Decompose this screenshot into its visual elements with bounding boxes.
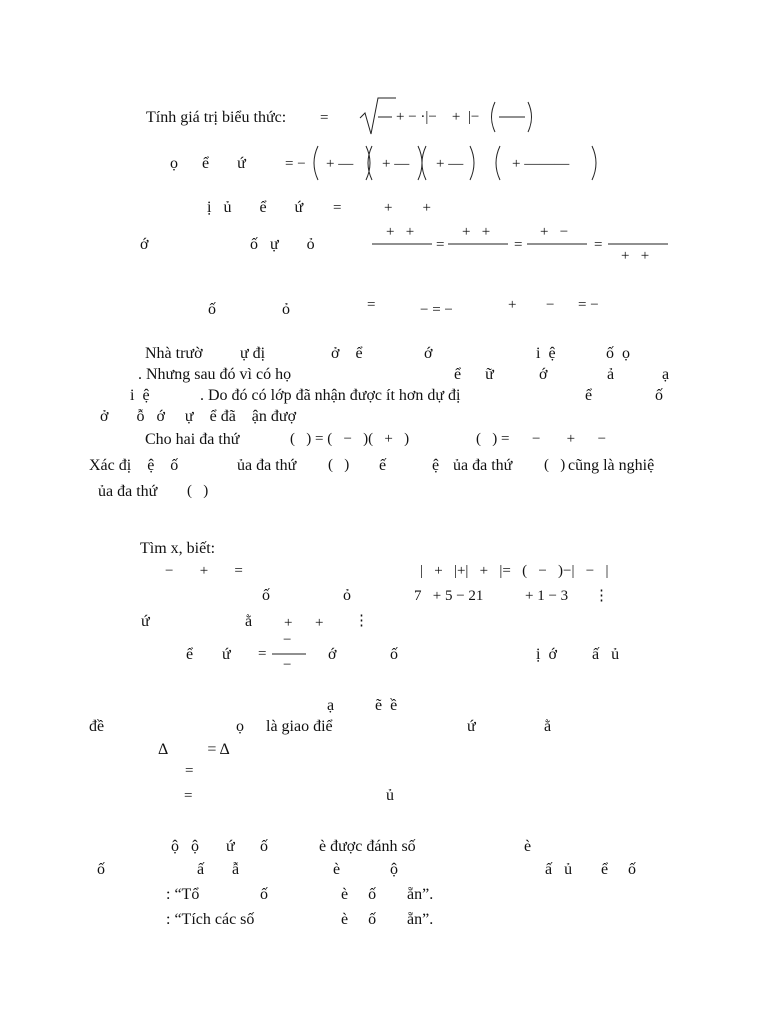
text-fragment: ứ [141,613,150,630]
equals-sign: = [184,788,193,804]
text-fragment: è ố [341,911,377,928]
text-fragment: ọ ể ứ [170,155,246,172]
text-fragment: ẫ [232,861,240,878]
factor-2: + — [382,156,410,172]
text-fragment: è ố [341,886,377,903]
text-fragment: ỏ [282,301,290,318]
event-b-label: : “Tích các số [166,911,255,928]
denominator: + + [621,248,650,264]
text-fragment: ở ể [331,345,363,362]
text-fragment: è được đánh số [319,838,416,855]
text-fragment: ể [601,861,609,878]
expression-fragment: + + [284,615,324,631]
text-fragment: ẵn”. [407,886,434,903]
text-fragment: cũng là nghiệ [568,457,655,474]
text-fragment: ỏ [343,587,351,604]
triangle-relation: Δ = Δ [158,741,230,758]
text-fragment: ố [260,886,268,903]
text-fragment: Xác đị ệ ố [89,457,179,474]
equals-sign: = [594,237,603,253]
numerator-2: + + [462,224,491,240]
text-fragment: Cho hai đa thứ [145,431,240,448]
divides-symbol: ⋮ [594,588,609,604]
expression-fragment: = − [578,297,599,313]
expression-fragment: − = − [420,302,453,318]
factor-3: + — [436,156,464,172]
text-fragment: ố [260,838,268,855]
text-fragment: ớ [328,646,337,663]
expression-fragment: + + [384,200,431,216]
text-fragment: ố [628,861,636,878]
text-fragment: ằ [245,613,253,630]
text-fragment: ả [607,366,615,383]
text-fragment: è [524,838,532,855]
equals-sign: = [258,646,267,662]
text-fragment: è [333,861,341,878]
text-fragment: . Nhưng sau đó vì có họ [138,366,292,383]
text-fragment: ạ [327,697,335,714]
text-fragment: ộ [390,861,398,878]
equals-sign: = [367,297,376,313]
equals-sign: = [320,110,329,126]
equation-b: | + |+| + |= ( − )−| − | [420,563,609,579]
text-fragment: ự đị [240,345,266,362]
text-fragment: ọ [236,718,244,735]
equals-sign: = [333,200,342,216]
expression-fragment: 7 + 5 − 21 [414,588,484,604]
text-fragment: Nhà trườ [145,345,203,362]
equation-a: − + = [165,563,243,579]
sqrt-symbol [360,98,396,134]
text-fragment: i ệ [130,387,150,404]
text-fragment: là giao điể [266,718,333,735]
text-fragment: ấ ủ [592,646,620,663]
text-fragment: ố [655,387,663,404]
text-fragment: ằ [544,718,552,735]
text-fragment: ủa đa thứ [453,457,513,474]
equals-sign: = [436,237,445,253]
text-fragment: ủa đa thứ [237,457,297,474]
calc-instruction: Tính giá trị biểu thức: [146,109,287,126]
text-fragment: i ệ [536,345,556,362]
numerator-3: + − [540,224,569,240]
text-fragment: ạ [662,366,670,383]
numerator-1: + + [386,224,415,240]
text-fragment: ố ự ỏ [250,236,315,253]
text-fragment: ở ỗ ớ ự ể đã ận đượ [100,408,297,425]
text-fragment: ấ ủ [545,861,573,878]
text-fragment: ( ) [328,457,350,473]
text-fragment: ệ [432,457,440,474]
text-fragment: ớ [424,345,433,362]
factor-1: + — [326,156,354,172]
text-fragment: ủ [386,787,394,804]
text-fragment: ớ [140,236,149,253]
event-a-label: : “Tổ [166,886,200,903]
text-fragment: ớ [539,366,548,383]
text-fragment: ế [379,457,387,474]
text-fragment: ố ọ [606,345,630,362]
text-fragment: ố [262,587,270,604]
minus-sign: − [283,657,292,673]
text-fragment: đề [89,718,105,735]
text-fragment: ộ ộ [171,838,199,855]
text-fragment: ể ữ [454,366,494,383]
text-fragment: ứ [222,646,231,663]
text-fragment: ố [97,861,105,878]
minus-sign: − [283,632,292,648]
divides-symbol: ⋮ [354,613,369,629]
text-fragment: ( ) [544,457,566,473]
equals-sign: = [185,763,194,779]
polynomial-expr: ( ) = − + − [476,431,607,447]
equals-sign: = − [285,156,306,172]
text-fragment: ị ớ [536,646,557,663]
text-fragment: ố [390,646,398,663]
text-fragment: ứ [226,838,235,855]
polynomial-expr: ( ) = ( − )( + ) [290,431,410,447]
find-x-title: Tìm x, biết: [140,540,216,557]
text-fragment: ủa đa thứ [98,483,158,500]
text-fragment: . Do đó có lớp đã nhận được ít hơn dự đị [200,387,461,404]
text-fragment: ẵn”. [407,911,434,928]
equals-sign: = [514,237,523,253]
plus-sign: + [508,297,517,313]
expression-fragment: + 1 − 3 [525,588,569,604]
text-fragment: ị ủ ể ứ [207,199,304,216]
text-fragment: ể [186,646,194,663]
expression-fragment: + − ·|− + |− [396,109,480,125]
text-fragment: ấ [197,861,205,878]
factor-4: + ——— [512,156,570,172]
minus-sign: − [546,297,555,313]
text-fragment: ể [585,387,593,404]
text-fragment: ( ) [187,483,209,499]
text-fragment: ẽ ề [375,697,398,714]
text-fragment: ố [208,301,216,318]
text-fragment: ứ [467,718,476,735]
